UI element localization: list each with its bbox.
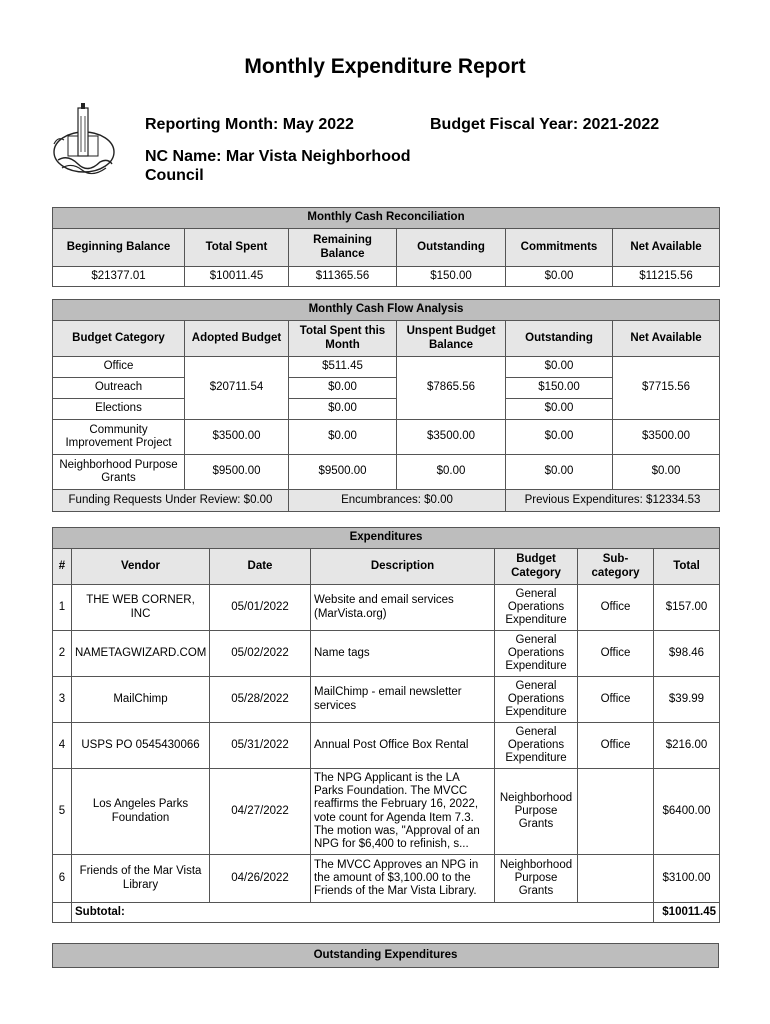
cip-adopted: $3500.00 bbox=[185, 420, 289, 455]
subtotal-label: Subtotal: bbox=[72, 903, 654, 923]
outstanding-value: $150.00 bbox=[397, 267, 506, 287]
header-net-available: Net Available bbox=[613, 321, 720, 357]
header-date: Date bbox=[210, 549, 311, 585]
row-sub-category: Office bbox=[578, 723, 654, 769]
cash-flow-title: Monthly Cash Flow Analysis bbox=[53, 300, 720, 321]
row-number: 2 bbox=[53, 631, 72, 677]
row-date: 05/02/2022 bbox=[210, 631, 311, 677]
table-row bbox=[53, 357, 720, 378]
nc-name bbox=[145, 147, 411, 185]
beginning-balance-value: $21377.01 bbox=[53, 267, 185, 287]
cip-spent: $0.00 bbox=[289, 420, 397, 455]
npg-net: $0.00 bbox=[613, 455, 720, 490]
cip-net: $3500.00 bbox=[613, 420, 720, 455]
category-npg: Neighborhood Purpose Grants bbox=[53, 455, 185, 490]
cip-outstanding: $0.00 bbox=[506, 420, 613, 455]
nc-name-line2: Council bbox=[145, 167, 204, 184]
header-vendor: Vendor bbox=[72, 549, 210, 585]
row-description: MailChimp - email newsletter services bbox=[311, 677, 495, 723]
row-date: 04/27/2022 bbox=[210, 769, 311, 855]
row-sub-category bbox=[578, 855, 654, 903]
header-remaining-balance: Remaining Balance bbox=[289, 229, 397, 267]
cip-unspent: $3500.00 bbox=[397, 420, 506, 455]
header-outstanding: Outstanding bbox=[397, 229, 506, 267]
row-date: 05/28/2022 bbox=[210, 677, 311, 723]
commitments-value: $0.00 bbox=[506, 267, 613, 287]
row-vendor: Los Angeles Parks Foundation bbox=[72, 769, 210, 855]
remaining-balance-value: $11365.56 bbox=[289, 267, 397, 287]
table-row bbox=[53, 420, 720, 455]
row-description: The NPG Applicant is the LA Parks Foundation. The MVCC reaffirms the February 16, 2022, vote count for Agenda Item 7.3. The motion was, "Approval of an NPG for $6,400 to refinish, s... bbox=[311, 769, 495, 855]
npg-spent: $9500.00 bbox=[289, 455, 397, 490]
table-row bbox=[53, 631, 720, 677]
subtotal-value: $10011.45 bbox=[654, 903, 720, 923]
header-outstanding: Outstanding bbox=[506, 321, 613, 357]
row-sub-category bbox=[578, 769, 654, 855]
row-budget-category: Neighborhood Purpose Grants bbox=[495, 855, 578, 903]
previous-expenditures: Previous Expenditures: $12334.53 bbox=[506, 490, 720, 512]
row-total: $6400.00 bbox=[654, 769, 720, 855]
table-row bbox=[53, 855, 720, 903]
cash-flow-table bbox=[52, 299, 720, 512]
encumbrances: Encumbrances: $0.00 bbox=[289, 490, 506, 512]
reporting-month: Reporting Month: May 2022 bbox=[145, 116, 354, 133]
table-row bbox=[53, 723, 720, 769]
row-total: $98.46 bbox=[654, 631, 720, 677]
row-number: 3 bbox=[53, 677, 72, 723]
row-total: $216.00 bbox=[654, 723, 720, 769]
row-vendor: Friends of the Mar Vista Library bbox=[72, 855, 210, 903]
header-adopted-budget: Adopted Budget bbox=[185, 321, 289, 357]
category-office: Office bbox=[53, 357, 185, 378]
total-spent-value: $10011.45 bbox=[185, 267, 289, 287]
npg-unspent: $0.00 bbox=[397, 455, 506, 490]
funding-requests-under-review: Funding Requests Under Review: $0.00 bbox=[53, 490, 289, 512]
row-total: $157.00 bbox=[654, 585, 720, 631]
outreach-spent: $0.00 bbox=[289, 378, 397, 399]
row-total: $39.99 bbox=[654, 677, 720, 723]
table-row bbox=[53, 455, 720, 490]
group-unspent-budget: $7865.56 bbox=[397, 357, 506, 420]
cash-reconciliation-table bbox=[52, 207, 720, 287]
header-number: # bbox=[53, 549, 72, 585]
table-row bbox=[53, 677, 720, 723]
header-total: Total bbox=[654, 549, 720, 585]
npg-outstanding: $0.00 bbox=[506, 455, 613, 490]
header-budget-category: Budget Category bbox=[495, 549, 578, 585]
elections-outstanding: $0.00 bbox=[506, 399, 613, 420]
row-vendor: MailChimp bbox=[72, 677, 210, 723]
row-date: 04/26/2022 bbox=[210, 855, 311, 903]
header-beginning-balance: Beginning Balance bbox=[53, 229, 185, 267]
row-vendor: NAMETAGWIZARD.COM bbox=[72, 631, 210, 677]
office-outstanding: $0.00 bbox=[506, 357, 613, 378]
row-date: 05/01/2022 bbox=[210, 585, 311, 631]
group-adopted-budget: $20711.54 bbox=[185, 357, 289, 420]
row-vendor: USPS PO 0545430066 bbox=[72, 723, 210, 769]
header-description: Description bbox=[311, 549, 495, 585]
row-budget-category: General Operations Expenditure bbox=[495, 723, 578, 769]
npg-adopted: $9500.00 bbox=[185, 455, 289, 490]
net-available-value: $11215.56 bbox=[613, 267, 720, 287]
row-budget-category: Neighborhood Purpose Grants bbox=[495, 769, 578, 855]
row-budget-category: General Operations Expenditure bbox=[495, 585, 578, 631]
city-hall-logo-icon bbox=[48, 102, 120, 178]
row-total: $3100.00 bbox=[654, 855, 720, 903]
category-elections: Elections bbox=[53, 399, 185, 420]
row-sub-category: Office bbox=[578, 585, 654, 631]
table-row bbox=[53, 769, 720, 855]
header-total-spent-month: Total Spent this Month bbox=[289, 321, 397, 357]
elections-spent: $0.00 bbox=[289, 399, 397, 420]
row-date: 05/31/2022 bbox=[210, 723, 311, 769]
header-net-available: Net Available bbox=[613, 229, 720, 267]
row-description: The MVCC Approves an NPG in the amount of $3,100.00 to the Friends of the Mar Vista Library. bbox=[311, 855, 495, 903]
category-outreach: Outreach bbox=[53, 378, 185, 399]
row-sub-category: Office bbox=[578, 631, 654, 677]
cash-reconciliation-title: Monthly Cash Reconciliation bbox=[53, 208, 720, 229]
row-vendor: THE WEB CORNER, INC bbox=[72, 585, 210, 631]
row-description: Annual Post Office Box Rental bbox=[311, 723, 495, 769]
header-sub-category: Sub-category bbox=[578, 549, 654, 585]
row-budget-category: General Operations Expenditure bbox=[495, 677, 578, 723]
office-spent: $511.45 bbox=[289, 357, 397, 378]
outstanding-expenditures-title: Outstanding Expenditures bbox=[53, 944, 719, 968]
row-description: Website and email services (MarVista.org) bbox=[311, 585, 495, 631]
expenditures-table bbox=[52, 527, 720, 923]
row-number: 1 bbox=[53, 585, 72, 631]
outreach-outstanding: $150.00 bbox=[506, 378, 613, 399]
outstanding-expenditures-table bbox=[52, 943, 719, 968]
nc-name-line1: NC Name: Mar Vista Neighborhood bbox=[145, 148, 411, 165]
row-number: 6 bbox=[53, 855, 72, 903]
header-total-spent: Total Spent bbox=[185, 229, 289, 267]
expenditures-title: Expenditures bbox=[53, 528, 720, 549]
category-cip: Community Improvement Project bbox=[53, 420, 185, 455]
header-unspent-budget: Unspent Budget Balance bbox=[397, 321, 506, 357]
row-budget-category: General Operations Expenditure bbox=[495, 631, 578, 677]
row-sub-category: Office bbox=[578, 677, 654, 723]
row-number: 4 bbox=[53, 723, 72, 769]
page-title: Monthly Expenditure Report bbox=[244, 55, 526, 78]
table-row bbox=[53, 585, 720, 631]
group-net-available: $7715.56 bbox=[613, 357, 720, 420]
row-description: Name tags bbox=[311, 631, 495, 677]
budget-fiscal-year: Budget Fiscal Year: 2021-2022 bbox=[430, 116, 660, 133]
header-commitments: Commitments bbox=[506, 229, 613, 267]
row-number: 5 bbox=[53, 769, 72, 855]
header-budget-category: Budget Category bbox=[53, 321, 185, 357]
